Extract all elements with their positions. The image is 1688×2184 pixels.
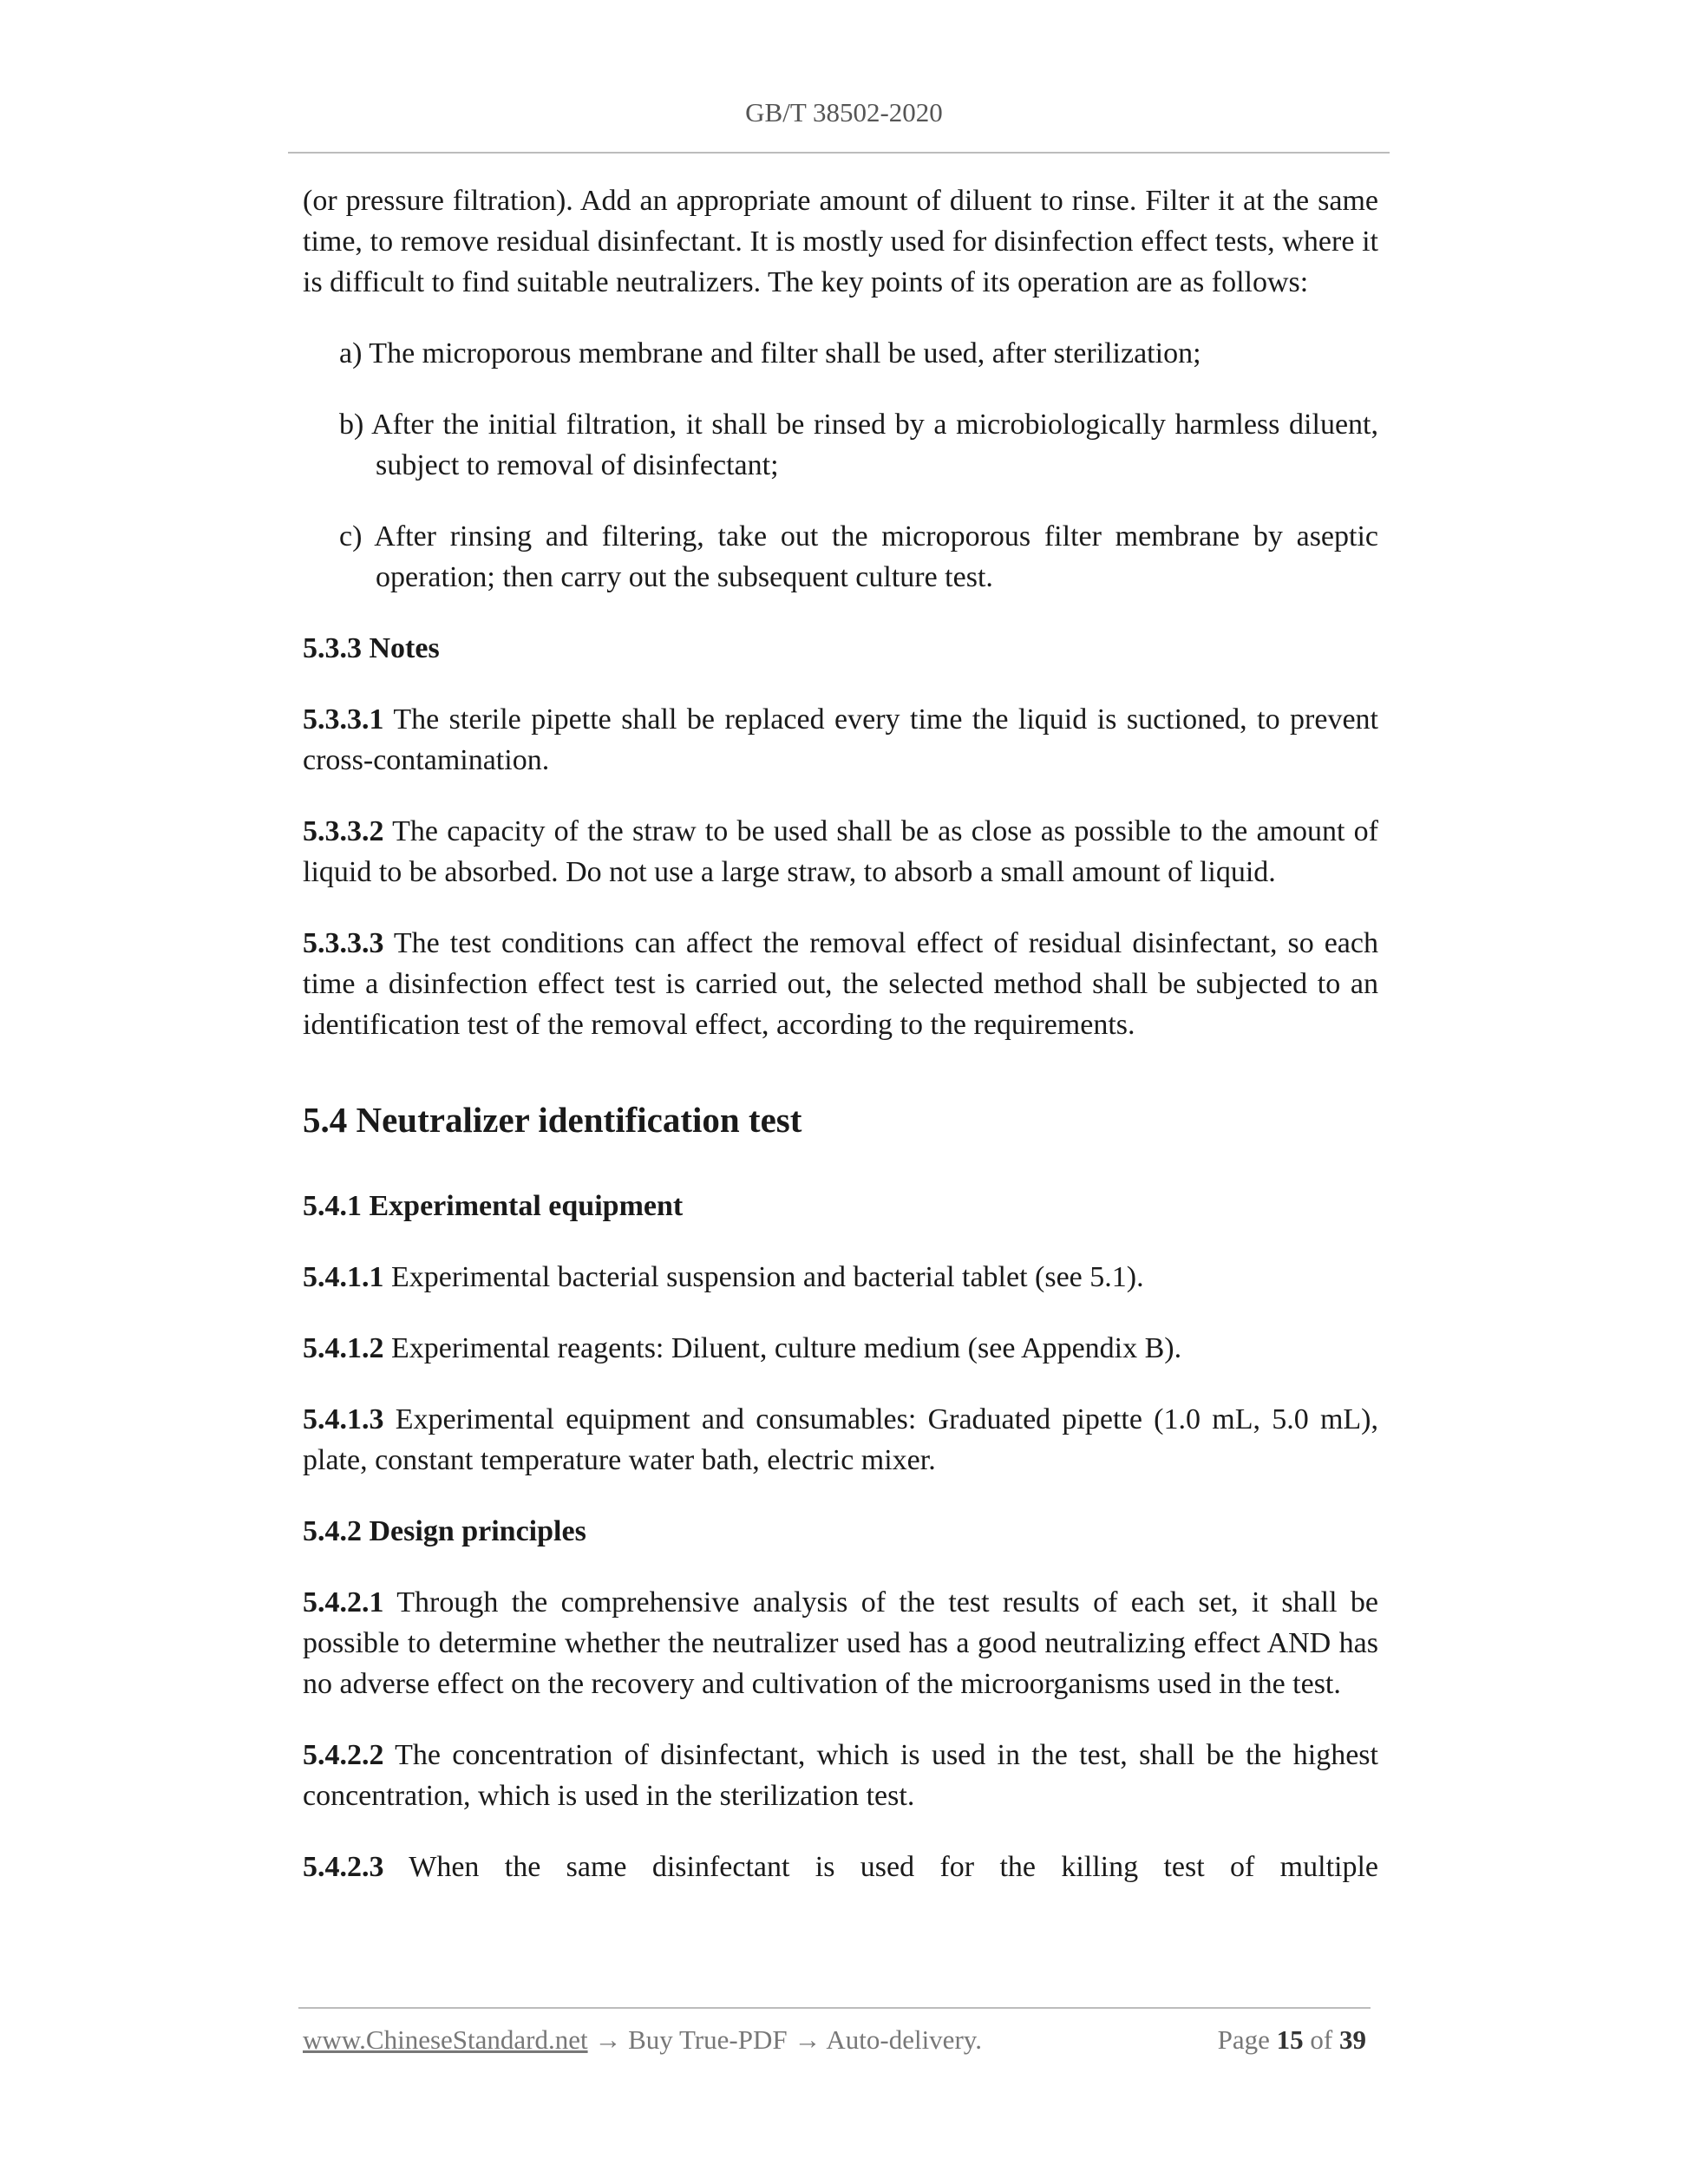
clause-text: When the same disinfectant is used for the killing test of multiple [383, 1851, 1378, 1883]
clause-5-4-1-1 [303, 1257, 1378, 1298]
clause-number: 5.4.1.1 [303, 1261, 384, 1293]
document-code: GB/T 38502-2020 [745, 97, 943, 128]
page-footer [303, 2024, 1366, 2068]
footer-tagline: → Buy True-PDF → Auto-delivery. [587, 2024, 982, 2055]
page-number [1218, 2024, 1366, 2056]
section-5-3-3-heading: 5.3.3 Notes [303, 632, 440, 664]
clause-number: 5.3.3.3 [303, 927, 384, 959]
page-label: Page [1217, 2024, 1270, 2055]
clause-number: 5.4.1.2 [303, 1332, 384, 1364]
clause-text: The concentration of disinfectant, which is used in the test, shall be the highest concentration, which is used in the sterilization test. [303, 1739, 1378, 1812]
clause-text: Experimental bacterial suspension and bacterial tablet (see 5.1). [383, 1261, 1144, 1293]
clause-text: Experimental reagents: Diluent, culture medium (see Appendix B). [383, 1332, 1182, 1364]
clause-number: 5.3.3.2 [303, 815, 384, 847]
total-pages: 39 [1339, 2024, 1366, 2055]
intro-paragraph: (or pressure filtration). Add an appropriate amount of diluent to rinse. Filter it at the same time, to remove residual disinfectant. It is mostly used for disinfection effect tests, where it is difficult to find suitable neutralizers. The key points of its operation are as follows: [303, 185, 1378, 298]
clause-5-3-3-3 [303, 923, 1378, 1045]
header-divider [288, 152, 1390, 154]
clause-text: Through the comprehensive analysis of the test results of each set, it shall be possible to determine whether the neutralizer used has a good neutralizing effect AND has no adverse effect on the recovery and cultivation of the microorganisms used in the test. [303, 1586, 1378, 1700]
clause-5-4-2-1 [303, 1582, 1378, 1704]
clause-5-4-2-3 [303, 1847, 1378, 1887]
clause-number: 5.4.2.1 [303, 1586, 384, 1618]
clause-text: The test conditions can affect the removal effect of residual disinfectant, so each time a disinfection effect test is carried out, the selected method shall be subjected to an identification test of the removal effect, according to the requirements. [303, 927, 1378, 1041]
page-header [0, 97, 1688, 128]
clause-text: Experimental equipment and consumables: Graduated pipette (1.0 mL, 5.0 mL), plate, constant temperature water bath, electric mixer. [303, 1403, 1378, 1476]
clause-5-4-2-2 [303, 1735, 1378, 1816]
footer-divider [298, 2007, 1371, 2009]
clause-number: 5.4.2.3 [303, 1851, 384, 1883]
clause-5-4-1-3 [303, 1399, 1378, 1481]
clause-5-3-3-2 [303, 811, 1378, 893]
clause-number: 5.4.2.2 [303, 1739, 384, 1771]
site-link[interactable]: www.ChineseStandard.net [303, 2024, 588, 2055]
page-content [303, 180, 1378, 1918]
clause-5-3-3-1 [303, 699, 1378, 781]
clause-number: 5.4.1.3 [303, 1403, 384, 1435]
list-item-a: a) The microporous membrane and filter shall be used, after sterilization; [339, 337, 1201, 369]
clause-text: The sterile pipette shall be replaced every time the liquid is suctioned, to prevent cross-contamination. [303, 703, 1378, 776]
of-label: of [1310, 2024, 1333, 2055]
clause-number: 5.3.3.1 [303, 703, 384, 736]
clause-5-4-1-2 [303, 1328, 1378, 1369]
clause-text: The capacity of the straw to be used shall be as close as possible to the amount of liquid to be absorbed. Do not use a large straw, to absorb a small amount of liquid. [303, 815, 1378, 888]
footer-promo [303, 2024, 982, 2056]
section-5-4-2-heading: 5.4.2 Design principles [303, 1515, 586, 1547]
section-5-4-1-heading: 5.4.1 Experimental equipment [303, 1190, 684, 1222]
section-5-4-heading: 5.4 Neutralizer identification test [303, 1100, 802, 1140]
list-item-c: c) After rinsing and filtering, take out the microporous filter membrane by aseptic operation; then carry out the subsequent culture test. [339, 520, 1378, 593]
current-page: 15 [1276, 2024, 1304, 2055]
list-item-b: b) After the initial filtration, it shall be rinsed by a microbiologically harmless diluent, subject to removal of disinfectant; [339, 409, 1378, 481]
